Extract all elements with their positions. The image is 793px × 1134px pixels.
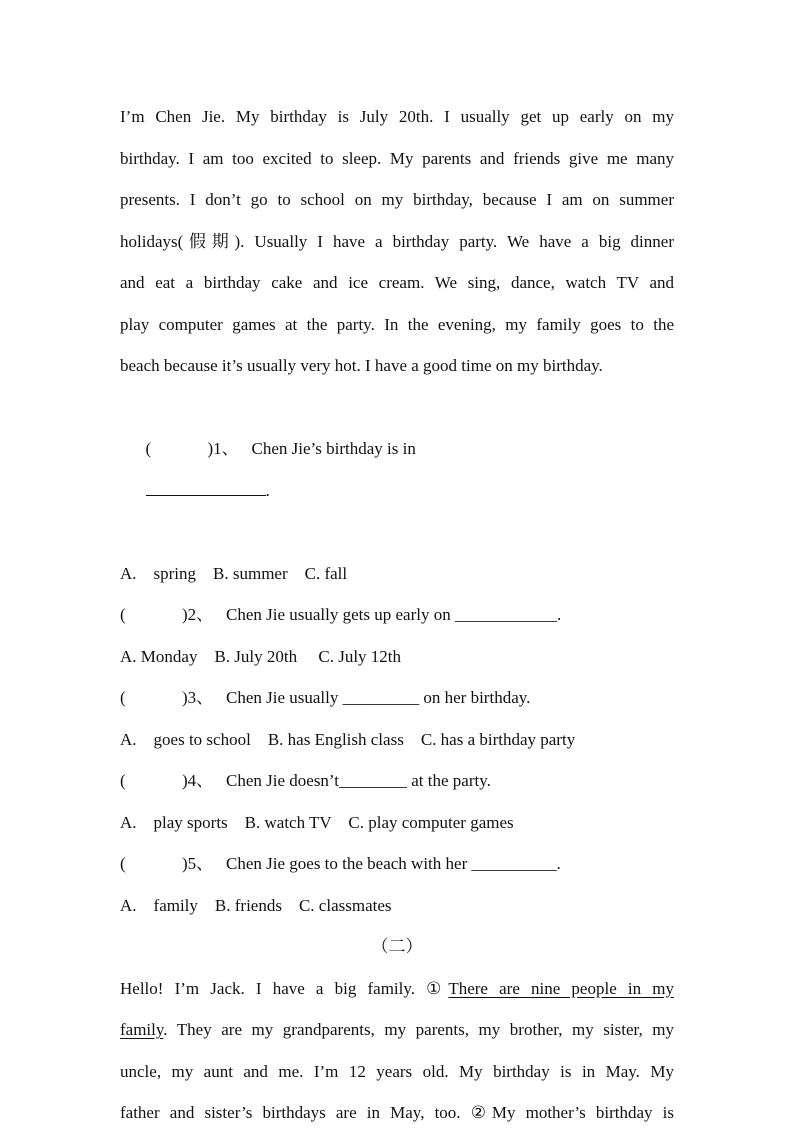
question-2 bbox=[120, 594, 674, 636]
question-text-after: . bbox=[265, 480, 270, 500]
option-a: spring bbox=[153, 563, 197, 583]
option-c: C. play computer games bbox=[348, 812, 514, 832]
option-c: C. July 12th bbox=[318, 646, 402, 666]
option-b: B. summer bbox=[213, 563, 288, 583]
passage-text: . They are my grandparents, my parents, my brother, my sister, my bbox=[163, 1020, 674, 1039]
question-number: )2、 bbox=[182, 605, 214, 624]
passage-line: beach because it’s usually very hot. I have a good time on my birthday. bbox=[120, 356, 603, 375]
passage-line: father and sister’s birthdays are in May, too. ②My mother’s birthday is bbox=[120, 1103, 674, 1122]
option-c: C. has a birthday party bbox=[420, 729, 576, 749]
option-c: C. fall bbox=[304, 563, 348, 583]
question-text: Chen Jie goes to the beach with her __________. bbox=[226, 854, 561, 873]
question-text: Chen Jie usually _________ on her birthday. bbox=[226, 688, 531, 707]
question-number: )4、 bbox=[182, 771, 214, 790]
answer-paren-open[interactable]: ( bbox=[120, 688, 126, 707]
answer-paren-open[interactable]: ( bbox=[145, 439, 152, 458]
question-4-options bbox=[120, 802, 674, 844]
question-3 bbox=[120, 677, 674, 719]
option-b: B. has English class bbox=[267, 729, 404, 749]
passage-line: birthday. I am too excited to sleep. My parents and friends give me many bbox=[120, 148, 674, 168]
passage-line: I’m Chen Jie. My birthday is July 20th. I usually get up early on my bbox=[120, 107, 674, 126]
option-b: B. watch TV bbox=[244, 812, 332, 832]
question-4 bbox=[120, 760, 674, 802]
question-5 bbox=[120, 843, 674, 885]
passage-text: Hello! I’m Jack. I have a big family. ① bbox=[120, 978, 449, 998]
passage-2-line-1 bbox=[120, 968, 674, 1010]
question-number: )3、 bbox=[182, 688, 214, 707]
question-text: Chen Jie’s birthday is in bbox=[251, 439, 416, 458]
option-b: B. July 20th bbox=[214, 646, 298, 666]
option-b: B. friends bbox=[214, 895, 282, 915]
passage-line: presents. I don’t go to school on my birthday, because I am on summer bbox=[120, 190, 674, 209]
underlined-sentence: There are nine people in my bbox=[448, 978, 674, 998]
option-a-label: A. bbox=[120, 729, 137, 749]
passage-line: and eat a birthday cake and ice cream. We sing, dance, watch TV and bbox=[120, 273, 674, 292]
question-2-options bbox=[120, 636, 674, 678]
question-text: Chen Jie usually gets up early on ____________. bbox=[226, 605, 562, 624]
option-a: play sports bbox=[153, 812, 228, 832]
question-3-options bbox=[120, 719, 674, 761]
passage-line: play computer games at the party. In the evening, my family goes to the bbox=[120, 314, 674, 334]
option-a-label: A. bbox=[120, 563, 137, 583]
underlined-sentence: family bbox=[120, 1020, 164, 1039]
option-a-label: A. bbox=[120, 895, 137, 915]
option-a: goes to school bbox=[153, 729, 251, 749]
question-text: Chen Jie doesn’t________ at the party. bbox=[226, 771, 491, 790]
worksheet-content bbox=[120, 96, 674, 1134]
question-number: )1、 bbox=[207, 439, 239, 458]
question-number: )5、 bbox=[182, 854, 214, 873]
question-5-options bbox=[120, 885, 674, 927]
option-c: C. classmates bbox=[298, 895, 392, 915]
passage-2 bbox=[120, 968, 674, 1134]
answer-paren-open[interactable]: ( bbox=[120, 605, 126, 624]
option-a: family bbox=[153, 895, 198, 915]
answer-paren-open[interactable]: ( bbox=[120, 771, 126, 790]
question-1 bbox=[120, 387, 674, 553]
passage-line: uncle, my aunt and me. I’m 12 years old. My birthday is in May. My bbox=[120, 1061, 674, 1081]
passage-2-line-2 bbox=[120, 1009, 674, 1051]
question-1-options bbox=[120, 553, 674, 595]
passage-1 bbox=[120, 96, 674, 387]
option-a: A. Monday bbox=[120, 646, 198, 666]
option-a-label: A. bbox=[120, 812, 137, 832]
answer-blank[interactable] bbox=[146, 478, 266, 496]
passage-line: holidays(假期). Usually I have a birthday party. We have a big dinner bbox=[120, 231, 674, 251]
section-2-heading: （二） bbox=[371, 937, 423, 956]
answer-paren-open[interactable]: ( bbox=[120, 854, 126, 873]
